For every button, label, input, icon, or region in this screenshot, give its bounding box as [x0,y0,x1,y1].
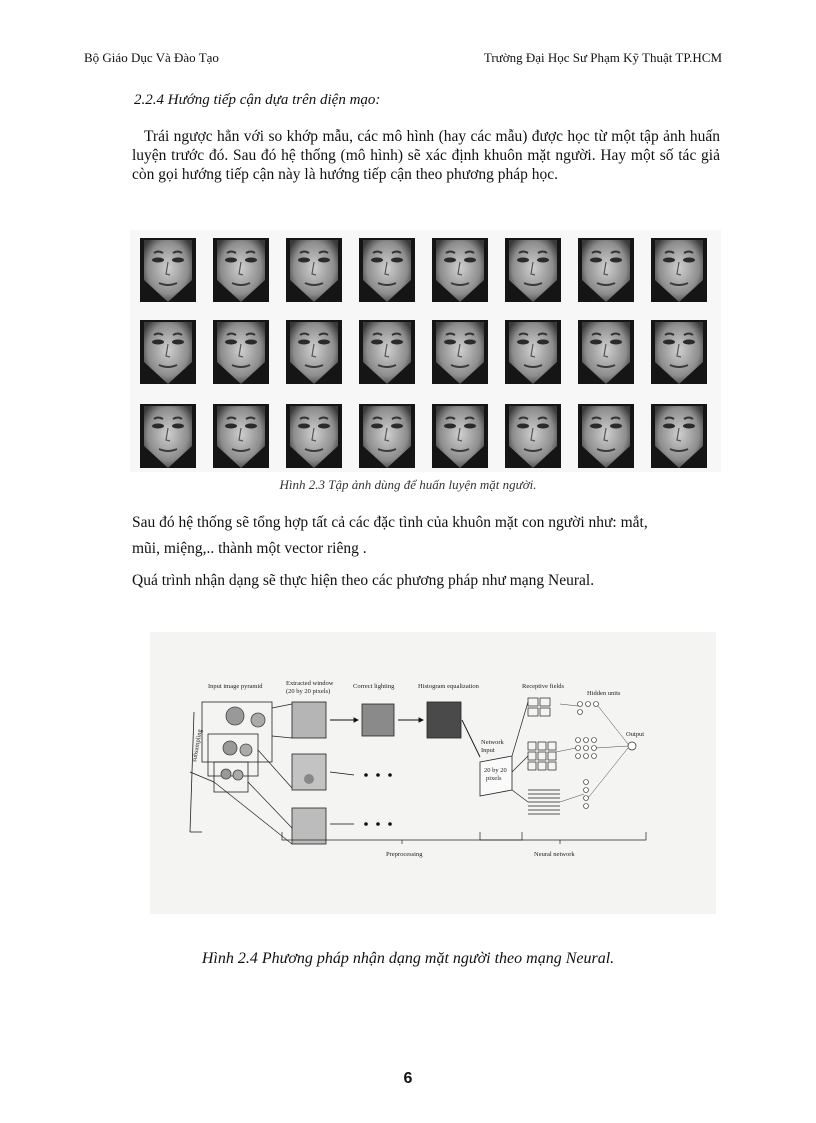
extracted-windows [292,702,326,844]
receptive-fields [512,698,560,814]
header-right: Trường Đại Học Sư Phạm Kỹ Thuật TP.HCM [483,50,722,65]
intro-paragraph [132,127,720,184]
label-hidden-units: Hidden units [587,690,621,697]
face-row-2 [140,320,707,384]
section-title: 2.2.4 Hướng tiếp cận dựa trên diện mạo: [134,92,381,108]
paragraph-2-line-1: Sau đó hệ thống sẽ tổng hợp tất cả các đặc tình của khuôn mặt con người như: mắt, [132,514,648,531]
hidden-units [576,702,599,809]
label-neural-network: Neural network [534,851,575,858]
label-subsampling: subsampling [191,728,204,763]
neural-network-figure [150,632,716,914]
label-preprocessing: Preprocessing [386,851,423,858]
page-number: 6 [403,1070,413,1087]
input-pyramid [190,702,272,832]
label-extracted-window: Extracted window [286,680,334,687]
label-network-input-2: Input [481,747,495,754]
header-left: Bộ Giáo Dục Và Đào Tạo [84,50,219,65]
neural-network-bracket [480,832,646,844]
label-grid-20: 20 by 20 [484,767,507,774]
paragraph-3: Quá trình nhận dạng sẽ thực hiện theo các phương pháp như mạng Neural. [132,572,595,589]
face-row-3 [140,404,707,468]
figure-2-caption: Hình 2.4 Phương pháp nhận dạng mặt người theo mạng Neural. [201,950,615,967]
label-input-pyramid: Input image pyramid [208,683,263,690]
figure-1-caption: Hình 2.3 Tập ảnh dùng để huấn luyện mặt người. [279,477,537,492]
hidden-to-output-lines [556,704,628,802]
label-output: Output [626,731,645,738]
intro-paragraph-text: Trái ngược hẳn với so khớp mẫu, các mô hình (hay các mẫu) được học từ một tập ảnh huấn luyện trước đó. Sau đó hệ thống (mô hình) sẽ xác định khuôn mặt người. Hay một số tác giả còn gọi hướng tiếp cận này là hướng tiếp cận theo phương pháp học. [132,128,720,183]
paragraph-2-line-2: mũi, miệng,.. thành một vector riêng . [132,540,367,557]
equalized-window [427,702,461,738]
label-network-input: Network [481,739,504,746]
continuation-dots [330,772,392,826]
label-extracted-window-2: (20 by 20 pixels) [286,688,331,695]
face-grid-image [140,238,712,470]
face-row-1 [140,238,707,302]
corrected-window [362,704,394,736]
label-histogram: Histogram equalization [418,683,479,690]
label-receptive-fields: Receptive fields [522,683,565,690]
label-grid-pixels: pixels [486,775,502,782]
training-faces-figure [130,230,721,472]
output-unit [628,742,636,750]
label-correct-lighting: Correct lighting [353,683,395,690]
neural-network-diagram [150,632,716,914]
